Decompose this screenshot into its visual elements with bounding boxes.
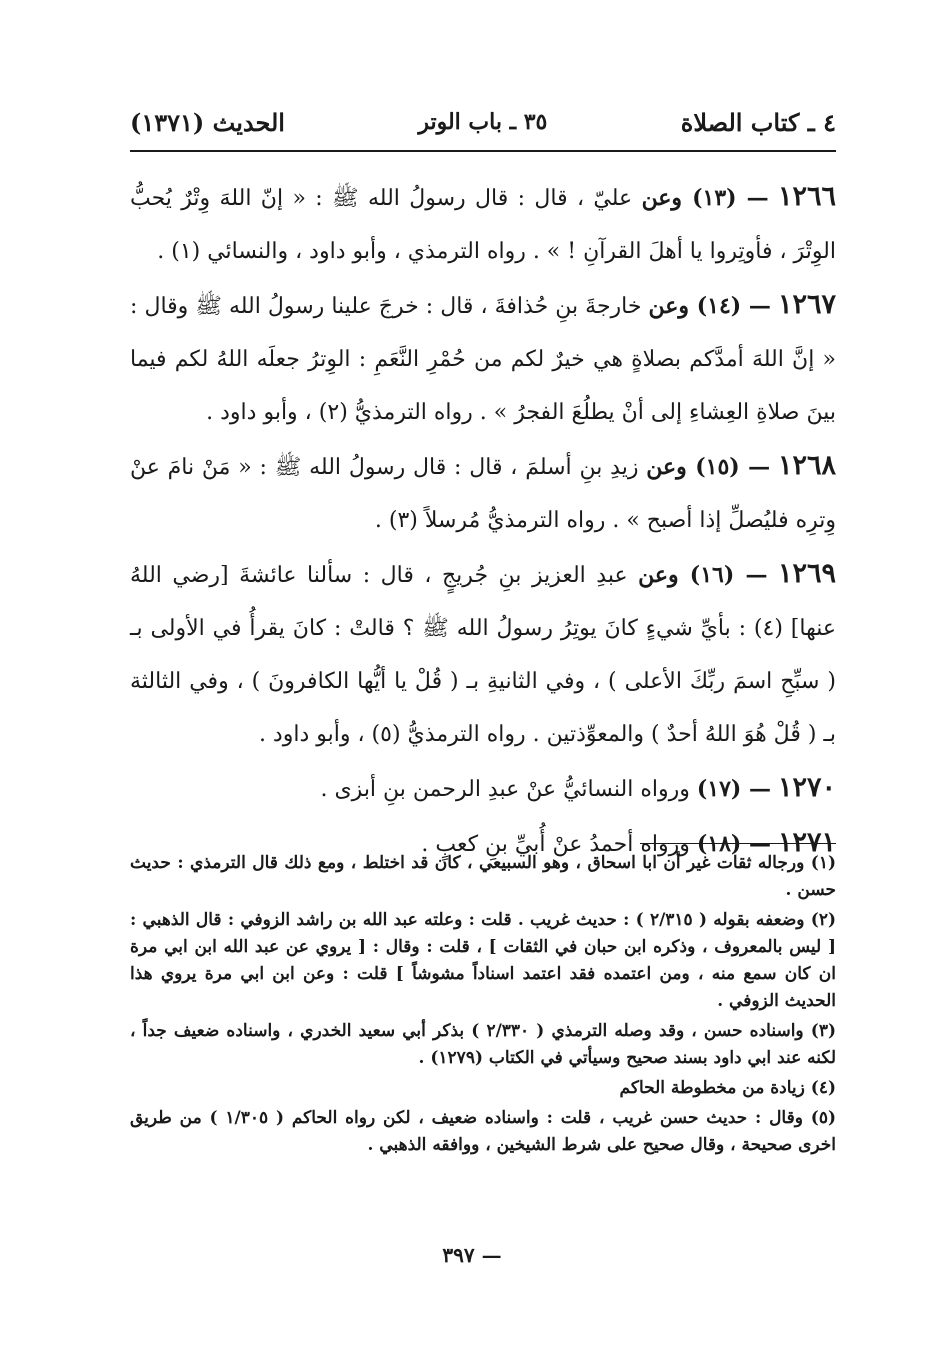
hadith-text: عليّ ، قال : قال رسولُ الله ﷺ : « إنّ اللهَ وِتْرٌ يُحبُّ الوِتْرَ ، فأوتِروا يا أهلَ القرآنِ ! » . رواه الترمذي ، وأبو داود ، والنسائي (١) . xyxy=(130,186,836,264)
header-book-title: ٤ ـ كتاب الصلاة xyxy=(680,107,836,137)
footnote-4: (٤) زيادة من مخطوطة الحاكم xyxy=(619,1078,836,1098)
hadith-1269 xyxy=(130,547,836,761)
footnote-1: (١) ورجاله ثقات غير أن ابا اسحاق ، وهو السبيعي ، كان قد اختلط ، ومع ذلك قال الترمذي : حديث حسن . xyxy=(130,853,836,900)
hadith-intro: — (١٨) xyxy=(696,831,771,857)
hadith-number: ١٢٧١ xyxy=(777,827,836,858)
running-header xyxy=(130,100,836,144)
hadith-number: ١٢٦٨ xyxy=(777,450,836,481)
hadith-1266 xyxy=(130,170,836,278)
hadith-intro: — (١٧) xyxy=(696,776,771,802)
footnote-2: (٢) وضعفه بقوله ( ٢/٣١٥ ) : حديث غريب . قلت : وعلته عبد الله بن راشد الزوفي : قال الذهبي : [ ليس بالمعروف ، وذكره ابن حبان في الثقات ] ، قلت : وقال : [ يروي عن عبد الله ابن ابي مرة ان كان سمع منه ، ومن اعتمده فقد اعتمد اسناداً مشوشاً ] قلت : وعن ابن ابي مرة يروي هذا الحديث الزوفي . xyxy=(130,910,836,1011)
page-number: — ٣٩٧ xyxy=(442,1243,502,1267)
hadith-1267 xyxy=(130,278,836,439)
hadith-text: زيدِ بنِ أسلمَ ، قال : قال رسولُ الله ﷺ : « مَنْ نامَ عنْ وِترِه فليُصلِّ إذا أصبح » . رواه الترمذيُّ مُرسلاً (٣) . xyxy=(130,455,836,533)
footnotes xyxy=(130,850,836,1240)
hadith-intro: — (١٣) وعن xyxy=(641,185,769,211)
header-hadith-range: الحديث (١٣٧١) xyxy=(130,107,285,137)
hadith-text: عبدِ العزيز بنِ جُريجٍ ، قال : سألنا عائشةَ [رضي اللهُ عنها] (٤) : بأيِّ شيءٍ كانَ يوتِرُ رسولُ الله ﷺ ؟ قالتْ : كانَ يقرأُ في الأولى بـ ( سبِّحِ اسمَ ربِّكَ الأعلى ) ، وفي الثانيةِ بـ ( قُلْ يا أيُّها الكافرونَ ) ، وفي الثالثة بـ ( قُلْ هُوَ اللهُ أحدٌ ) والمعوِّذتين . رواه الترمذيُّ (٥) ، وأبو داود . xyxy=(130,563,836,747)
hadith-intro: — (١٦) وعن xyxy=(638,562,768,588)
hadith-1270 xyxy=(130,761,836,816)
hadith-text: ورواه النسائيُّ عنْ عبدِ الرحمن بنِ أبزى . xyxy=(320,777,690,802)
hadith-text: خارجةَ بنِ حُذافةَ ، قال : خرجَ علينا رسولُ الله ﷺ وقال : « إنَّ اللهَ أمدَّكم بصلاةٍ هي خيرٌ لكم من حُمْرِ النَّعَمِ : الوِترُ جعلَه اللهُ لكم فيما بينَ صلاةِ العِشاءِ إلى أنْ يطلُعَ الفجرُ » . رواه الترمذيُّ (٢) ، وأبو داود . xyxy=(130,294,836,425)
hadith-list xyxy=(130,170,836,858)
header-rule xyxy=(130,150,836,152)
header-chapter-title: ٣٥ ـ باب الوتر xyxy=(418,109,548,135)
hadith-intro: — (١٥) وعن xyxy=(646,454,771,480)
hadith-number: ١٢٧٠ xyxy=(777,772,836,803)
hadith-number: ١٢٦٧ xyxy=(777,289,836,320)
hadith-1268 xyxy=(130,439,836,547)
hadith-number: ١٢٦٩ xyxy=(777,558,836,589)
footnote-3: (٣) واسناده حسن ، وقد وصله الترمذي ( ٢/٣٣٠ ) بذكر أبي سعيد الخدري ، واسناده ضعيف جداً ، لكنه عند ابي داود بسند صحيح وسيأتي في الكتاب (١٢٧٩) . xyxy=(130,1021,836,1068)
hadith-text: ورواه أحمدُ عنْ أُبيِّ بنِ كعبٍ . xyxy=(421,832,690,857)
footnote-rule xyxy=(640,843,836,844)
hadith-number: ١٢٦٦ xyxy=(777,181,836,212)
footnote-5: (٥) وقال : حديث حسن غريب ، قلت : واسناده ضعيف ، لكن رواه الحاكم ( ١/٣٠٥ ) من طريق اخرى صحيحة ، وقال صحيح على شرط الشيخين ، ووافقه الذهبي . xyxy=(130,1108,837,1155)
hadith-intro: — (١٤) وعن xyxy=(648,293,771,319)
